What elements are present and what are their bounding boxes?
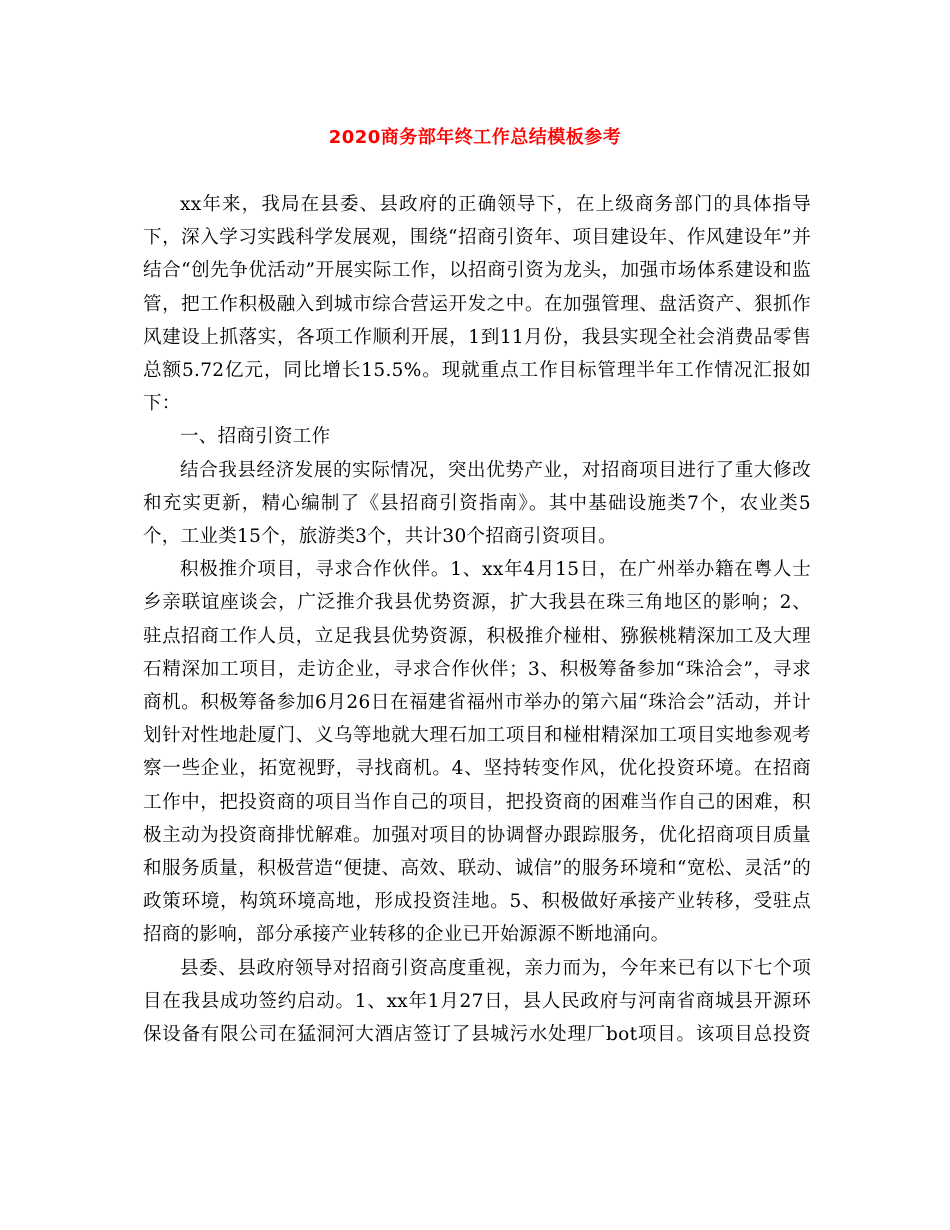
paragraph-intro: xx年来，我局在县委、县政府的正确领导下，在上级商务部门的具体指导下，深入学习实践科学发展观，围绕“招商引资年、项目建设年、作风建设年”并结合“创先争优活动”开展实际工作，以招商引资为龙头，加强市场体系建设和监管，把工作积极融入到城市综合营运开发之中。在加强管理、盘活资产、狠抓作风建设上抓落实，各项工作顺利开展，1到11月份，我县实现全社会消费品零售总额5.72亿元，同比增长15.5%。现就重点工作目标管理半年工作情况汇报如下：: [143, 194, 811, 415]
section-heading-investment: 一、招商引资工作: [180, 426, 331, 448]
document-title: 2020商务部年终工作总结模板参考: [328, 127, 622, 148]
document-body: [143, 188, 811, 1051]
paragraph-signed-projects: 县委、县政府领导对招商引资高度重视，亲力而为，今年来已有以下七个项目在我县成功签约启动。1、xx年1月27日，县人民政府与河南省商城县开源环保设备有限公司在猛洞河大酒店签订了县城污水处理厂bot项目。该项目总投资: [143, 957, 811, 1046]
paragraph-promotion: 积极推介项目，寻求合作伙伴。1、xx年4月15日，在广州举办籍在粤人士乡亲联谊座谈会，广泛推介我县优势资源，扩大我县在珠三角地区的影响；2、驻点招商工作人员，立足我县优势资源，积极推介椪柑、猕猴桃精深加工及大理石精深加工项目，走访企业，寻求合作伙伴；3、积极筹备参加“珠洽会”，寻求商机。积极筹备参加6月26日在福建省福州市举办的第六届“珠洽会”活动，并计划针对性地赴厦门、义乌等地就大理石加工项目和椪柑精深加工项目实地参观考察一些企业，拓宽视野，寻找商机。4、坚持转变作风，优化投资环境。在招商工作中，把投资商的项目当作自己的项目，把投资商的困难当作自己的困难，积极主动为投资商排忧解难。加强对项目的协调督办跟踪服务，优化招商项目质量和服务质量，积极营造“便捷、高效、联动、诚信”的服务环境和“宽松、灵活”的政策环境，构筑环境高地，形成投资洼地。5、积极做好承接产业转移，受驻点招商的影响，部分承接产业转移的企业已开始源源不断地涌向。: [143, 559, 811, 946]
paragraph-guide: 结合我县经济发展的实际情况，突出优势产业，对招商项目进行了重大修改和充实更新，精心编制了《县招商引资指南》。其中基础设施类7个，农业类5个，工业类15个，旅游类3个，共计30个招商引资项目。: [143, 459, 811, 548]
